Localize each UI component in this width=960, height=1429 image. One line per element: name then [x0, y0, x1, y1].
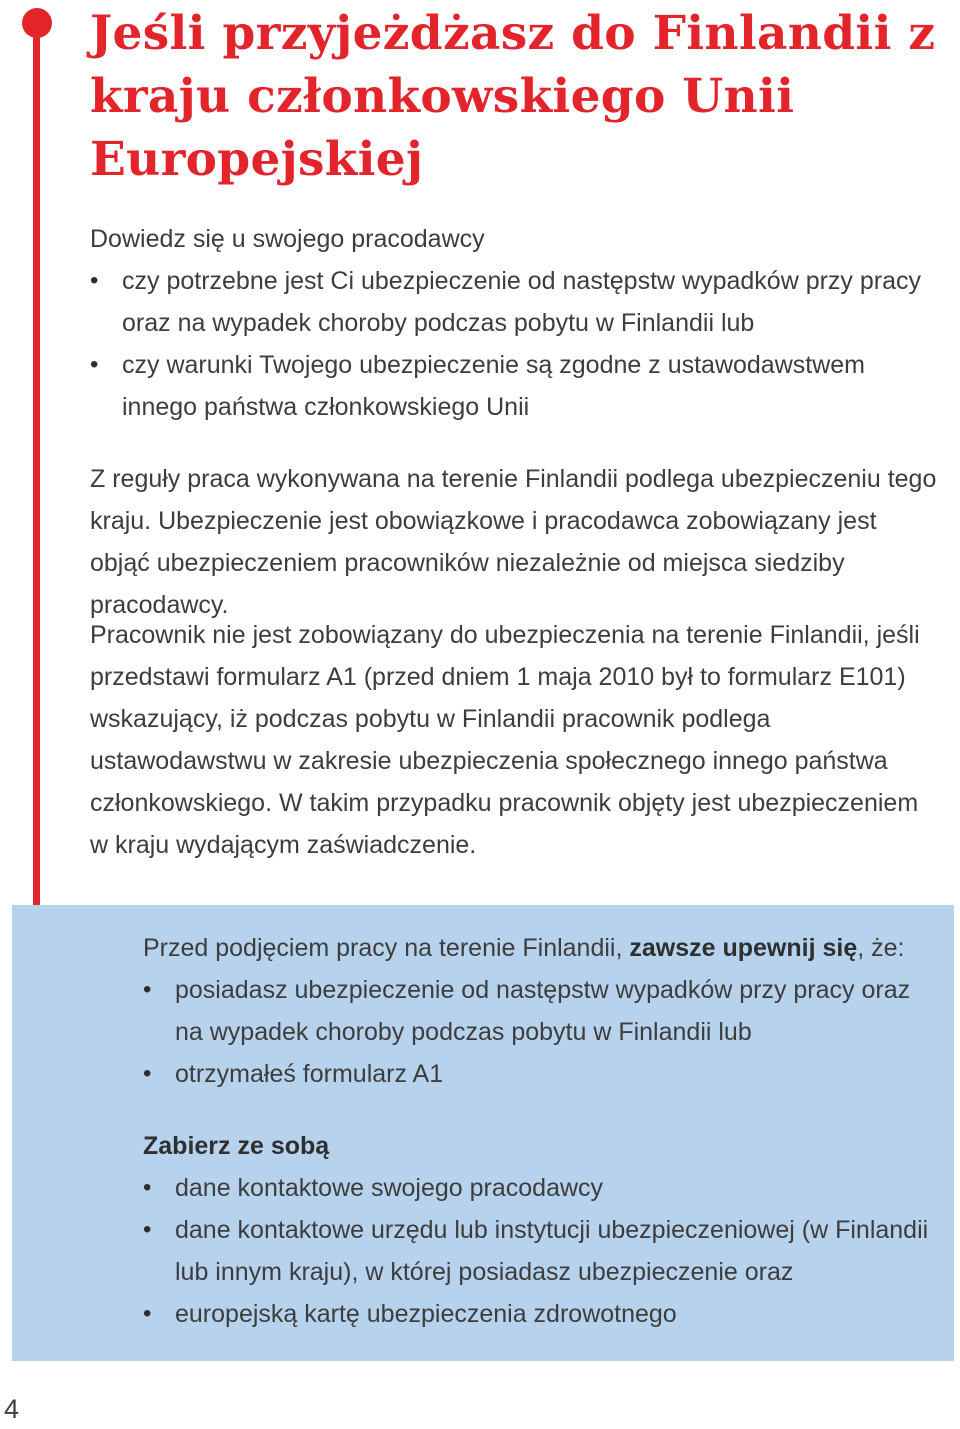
lead-text-end: , że:	[857, 934, 905, 962]
intro-section	[90, 218, 940, 428]
take-bullet-list	[143, 1167, 933, 1335]
bullet-icon: •	[143, 976, 152, 1003]
intro-bullet-list	[90, 260, 940, 428]
list-item-text: dane kontaktowe urzędu lub instytucji ubezpieczeniowej (w Finlandii lub innym kraju), w której posiadasz ubezpieczenie oraz	[175, 1216, 929, 1286]
bullet-icon: •	[143, 1174, 152, 1201]
lead-bold-text: zawsze upewnij się	[629, 934, 858, 962]
bullet-icon: •	[90, 267, 99, 294]
list-item	[143, 969, 933, 1053]
list-item	[90, 260, 940, 344]
list-item	[90, 344, 940, 428]
bullet-icon: •	[90, 351, 99, 378]
list-item	[143, 1209, 933, 1293]
list-item	[143, 1053, 933, 1095]
timeline-line	[33, 22, 40, 930]
paragraph-text: Z reguły praca wykonywana na terenie Finlandii podlega ubezpieczeniu tego kraju. Ubezpieczenie jest obowiązkowe i pracodawca zobowiązany jest objąć ubezpieczeniem pracowników niezależnie od miejsca siedziby pracodawcy.	[90, 465, 937, 619]
lead-text: Przed podjęciem pracy na terenie Finlandii,	[143, 934, 630, 962]
page-number: 4	[4, 1394, 20, 1424]
bullet-icon: •	[143, 1300, 152, 1327]
bullet-icon: •	[143, 1216, 152, 1243]
page-title: Jeśli przyjeżdżasz do Finlandii z kraju członkowskiego Unii Europejskiej	[90, 6, 936, 187]
list-item-text: posiadasz ubezpieczenie od następstw wypadków przy pracy oraz na wypadek choroby podczas pobytu w Finlandii lub	[175, 976, 911, 1046]
list-item-text: dane kontaktowe swojego pracodawcy	[175, 1174, 604, 1202]
list-item-text: europejską kartę ubezpieczenia zdrowotnego	[175, 1300, 677, 1328]
info-box-content	[143, 927, 933, 1335]
info-box-lead	[143, 927, 933, 969]
intro-lead: Dowiedz się u swojego pracodawcy	[90, 225, 485, 253]
list-item	[143, 1293, 933, 1335]
bullet-icon: •	[143, 1060, 152, 1087]
list-item-text: czy warunki Twojego ubezpieczenie są zgodne z ustawodawstwem innego państwa członkowskiego Unii	[122, 351, 865, 421]
timeline-dot-top	[22, 8, 52, 38]
list-item-text: otrzymałeś formularz A1	[175, 1060, 444, 1088]
take-with-you-heading: Zabierz ze sobą	[143, 1132, 330, 1160]
list-item-text: czy potrzebne jest Ci ubezpieczenie od następstw wypadków przy pracy oraz na wypadek choroby podczas pobytu w Finlandii lub	[122, 267, 922, 337]
check-bullet-list	[143, 969, 933, 1095]
paragraph-a1-form	[90, 614, 940, 866]
paragraph-text: Pracownik nie jest zobowiązany do ubezpieczenia na terenie Finlandii, jeśli przedstawi formularz A1 (przed dniem 1 maja 2010 był to formularz E101) wskazujący, iż podczas pobytu w Finlandii pracownik podlega ustawodawstwu w zakresie ubezpieczenia społecznego innego państwa członkowskiego. W takim przypadku pracownik objęty jest ubezpieczeniem w kraju wydającym zaświadczenie.	[90, 621, 920, 859]
list-item	[143, 1167, 933, 1209]
paragraph-insurance-rule	[90, 458, 940, 626]
